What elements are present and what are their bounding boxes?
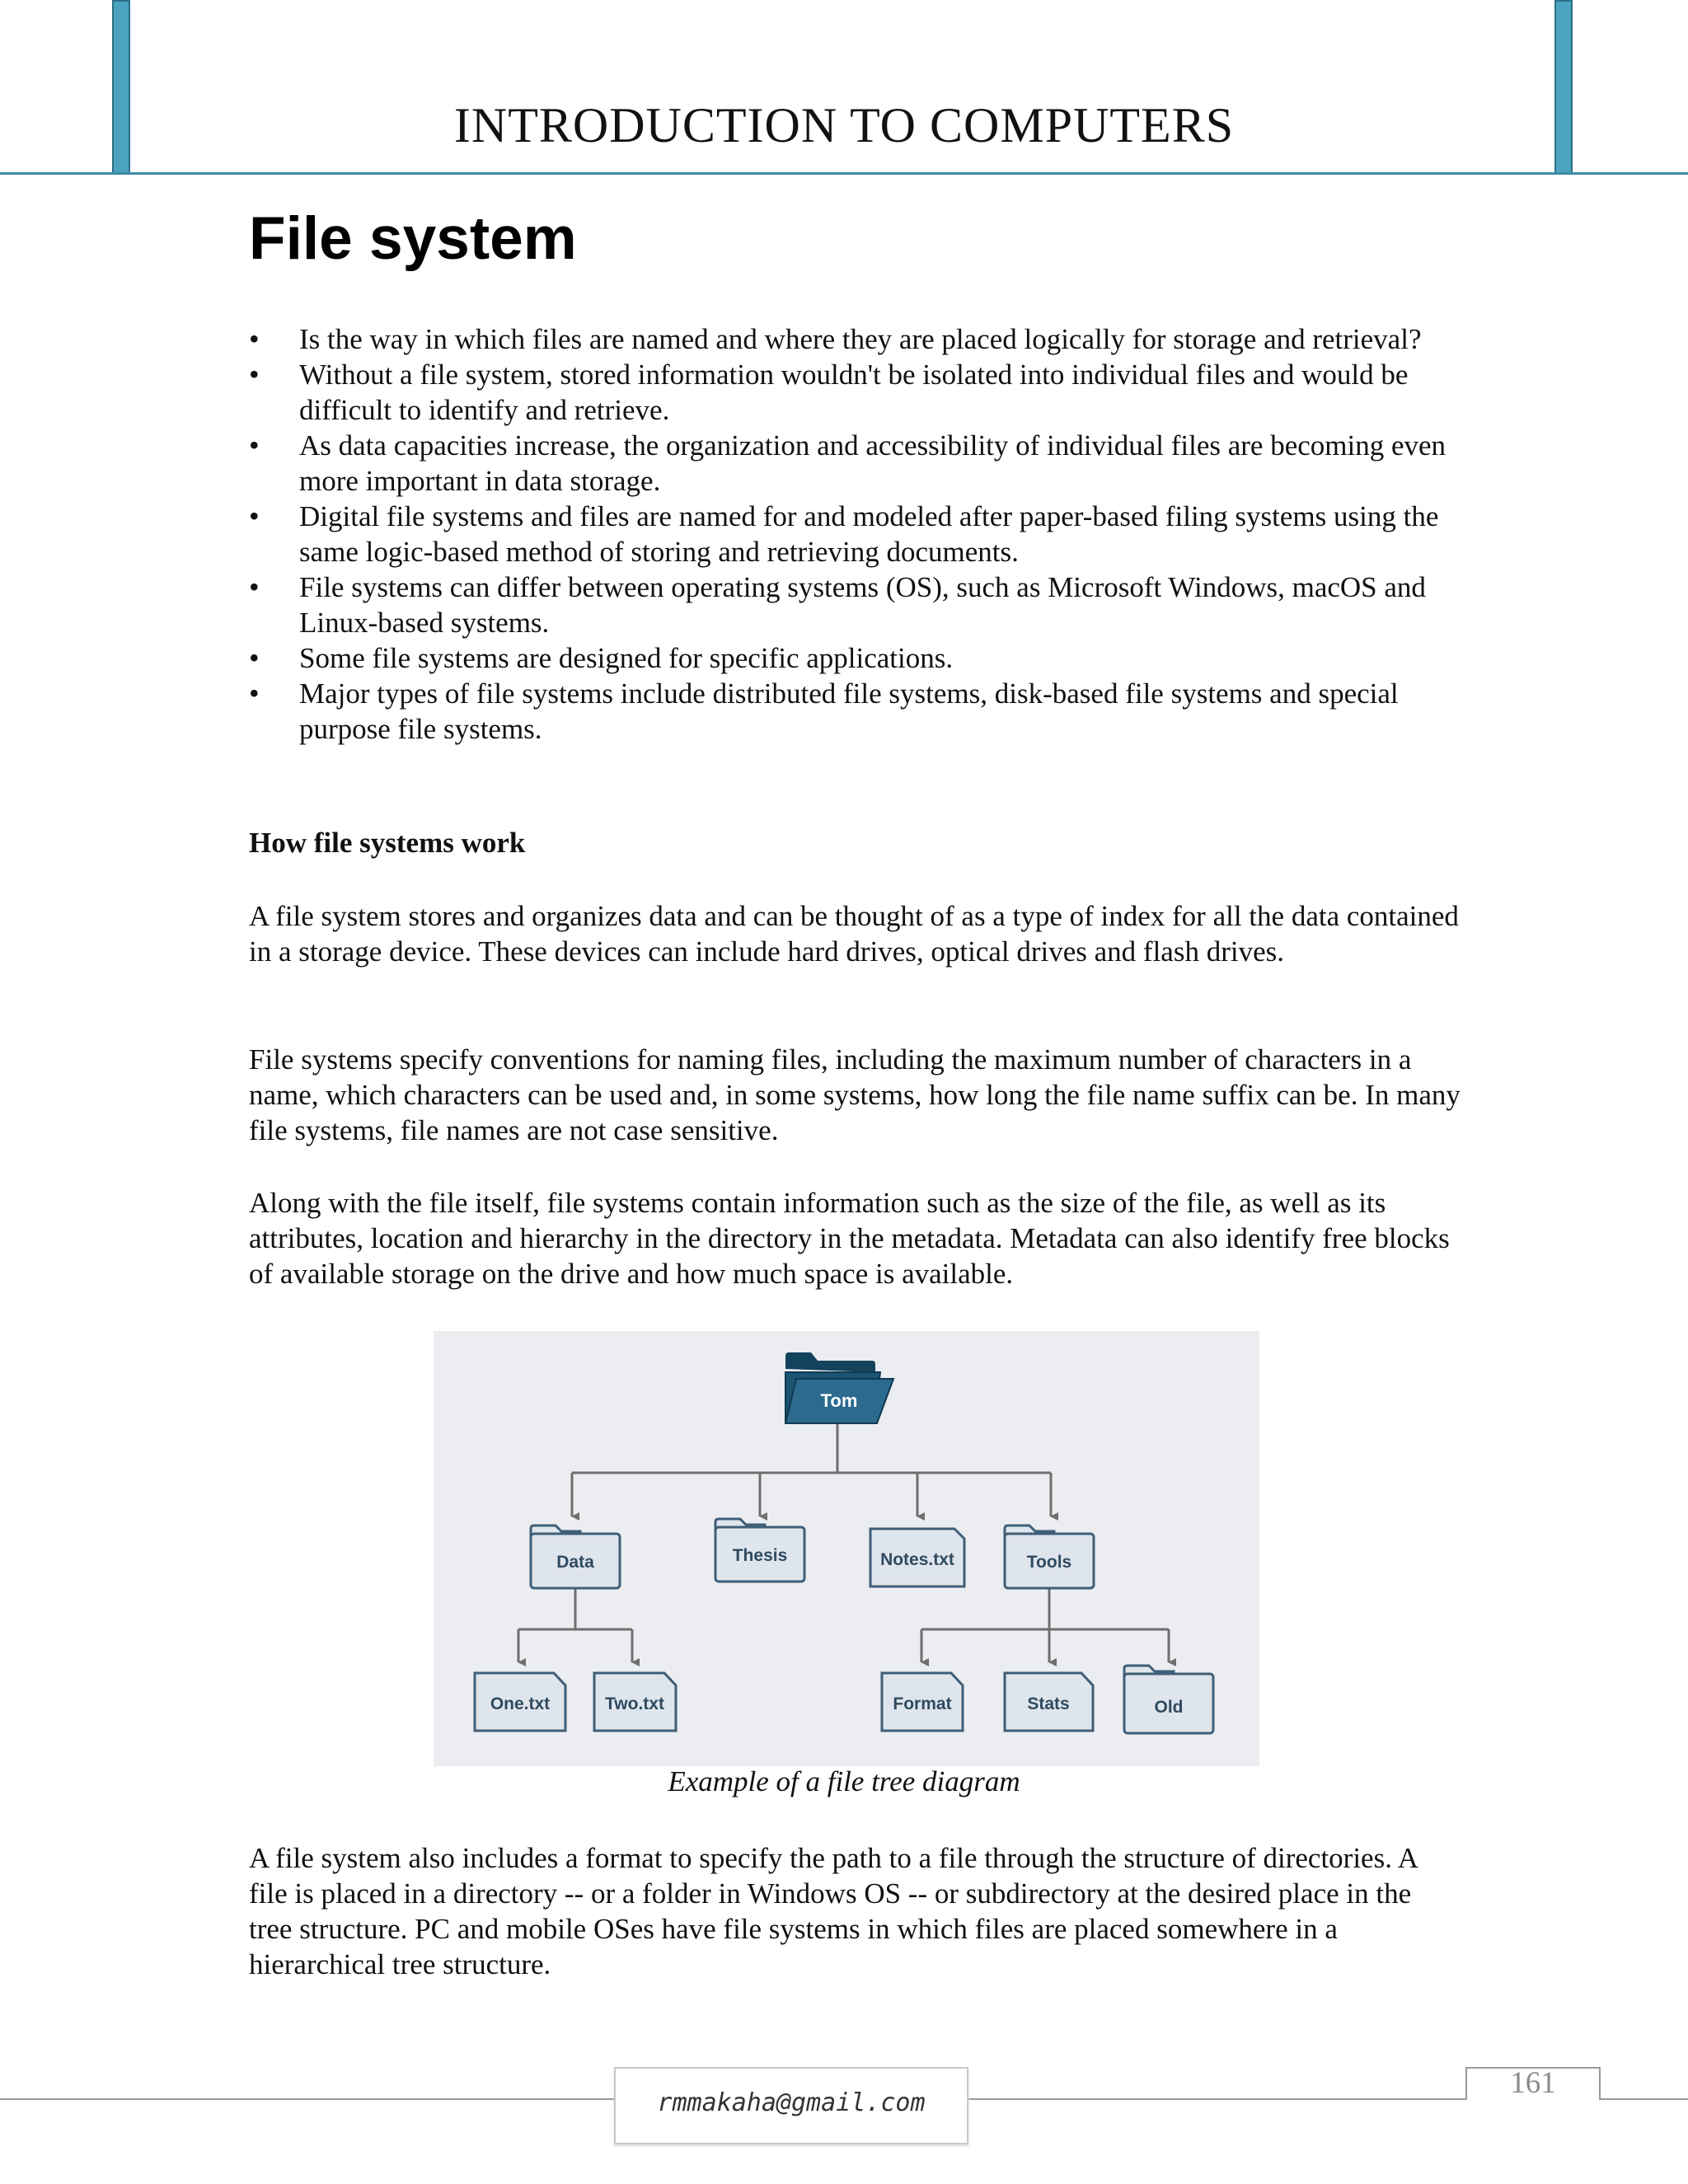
- tree-level-2: [475, 1666, 1213, 1733]
- bullet-list: [249, 321, 1452, 747]
- bullet-item: • Is the way in which files are named and where they are placed logically for storage and retrieval?: [249, 321, 1452, 357]
- folder-data-icon: [531, 1526, 620, 1588]
- paragraph: A file system also includes a format to specify the path to a file through the structure of directories. A file is placed in a directory -- or a folder in Windows OS -- or subdirectory at the desired place in the tree structure. PC and mobile OSes have file systems in which files are placed somewhere in a hierarchical tree structure.: [249, 1842, 1418, 1980]
- folder-label: Thesis: [732, 1546, 788, 1565]
- folder-label: Data: [556, 1553, 594, 1572]
- bullet-item: • Without a file system, stored information wouldn't be isolated into individual files and would be difficult to identify and retrieve.: [249, 357, 1452, 428]
- bullet-item: • File systems can differ between operating systems (OS), such as Microsoft Windows, macOS and Linux-based systems.: [249, 569, 1452, 640]
- file-stats-icon: [1005, 1673, 1093, 1731]
- page-title: File system: [249, 205, 577, 272]
- file-format-icon: [882, 1673, 963, 1731]
- file-notes-icon: [870, 1529, 964, 1586]
- file-label: Format: [893, 1694, 952, 1713]
- bullet-item: • Major types of file systems include distributed file systems, disk-based file systems and special purpose file systems.: [249, 676, 1452, 747]
- file-label: One.txt: [490, 1694, 551, 1713]
- footer-rule-middle: [968, 2098, 1465, 2100]
- footer-rule-left: [0, 2098, 614, 2100]
- footer-email: rmmakaha@gmail.com: [614, 2067, 968, 2144]
- paragraph: Along with the file itself, file systems contain information such as the size of the file, as well as its attributes, location and hierarchy in the directory in the metadata. Metadata can also identify free blocks of available storage on the drive and how much space is available.: [249, 1187, 1450, 1290]
- paragraph: File systems specify conventions for naming files, including the maximum number of characters in a name, which characters can be used and, in some systems, how long the file name suffix can be. In many file systems, file names are not case sensitive.: [249, 1043, 1461, 1146]
- page-number: 161: [1465, 2067, 1601, 2100]
- section-heading: How file systems work: [249, 827, 526, 859]
- bullet-item: • Some file systems are designed for specific applications.: [249, 640, 1452, 676]
- folder-tools-icon: [1005, 1526, 1094, 1588]
- folder-thesis-icon: [715, 1519, 804, 1582]
- folder-label: Tom: [820, 1390, 858, 1411]
- file-label: Stats: [1027, 1694, 1070, 1713]
- running-head: INTRODUCTION TO COMPUTERS: [453, 98, 1235, 152]
- file-two-icon: [594, 1673, 676, 1731]
- file-label: Notes.txt: [880, 1550, 954, 1569]
- bullet-item: • As data capacities increase, the organization and accessibility of individual files are becoming even more important in data storage.: [249, 428, 1452, 499]
- tree-level-1: [531, 1519, 1094, 1588]
- footer-rule-right: [1601, 2098, 1688, 2100]
- bullet-item: • Digital file systems and files are named for and modeled after paper-based filing systems using the same logic-based method of storing and retrieving documents.: [249, 499, 1452, 569]
- file-tree-diagram: [434, 1331, 1259, 1766]
- file-tree-figure: [434, 1331, 1259, 1766]
- file-label: Two.txt: [605, 1694, 664, 1713]
- folder-old-icon: [1124, 1666, 1213, 1733]
- header-rule: [0, 172, 1688, 175]
- paragraph: A file system stores and organizes data and can be thought of as a type of index for all the data contained in a storage device. These devices can include hard drives, optical drives and flash drives.: [249, 900, 1459, 968]
- figure-caption: Example of a file tree diagram: [668, 1765, 1020, 1797]
- file-one-icon: [475, 1673, 565, 1731]
- folder-label: Old: [1154, 1698, 1184, 1717]
- root-folder-icon: [785, 1352, 893, 1423]
- folder-label: Tools: [1026, 1553, 1072, 1572]
